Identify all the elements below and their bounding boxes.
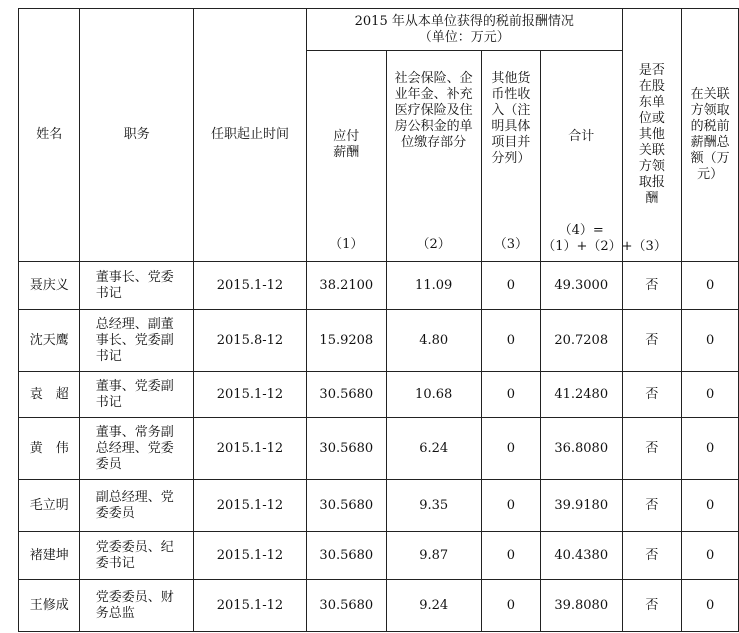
- cell-tenure: 2015.1-12: [193, 262, 306, 310]
- cell-insurance: 9.87: [386, 532, 481, 580]
- cell-total: 40.4380: [540, 532, 622, 580]
- cell-related: 否: [622, 480, 682, 532]
- header-col-total: 合计 （4）=（1）+（2）+（3）: [540, 51, 622, 262]
- cell-insurance: 10.68: [386, 372, 481, 418]
- cell-position: 党委委员、纪委书记: [80, 532, 194, 580]
- cell-related-amount: 0: [682, 480, 739, 532]
- cell-total: 39.8080: [540, 580, 622, 632]
- header-related-flag: 是否在股东单位或其他关联方领取报酬: [622, 9, 682, 262]
- cell-total: 36.8080: [540, 418, 622, 480]
- group-title-line2: （单位：万元）: [418, 29, 510, 45]
- cell-other: 0: [481, 310, 540, 372]
- cell-total: 20.7208: [540, 310, 622, 372]
- cell-related-amount: 0: [682, 580, 739, 632]
- table-row: [19, 372, 739, 418]
- cell-tenure: 2015.1-12: [193, 418, 306, 480]
- cell-related-amount: 0: [682, 532, 739, 580]
- cell-pay: 30.5680: [307, 480, 387, 532]
- header-related-total: 在关联方领取的税前薪酬总额（万元）: [682, 9, 739, 262]
- cell-position: 董事长、党委书记: [80, 262, 194, 310]
- cell-tenure: 2015.1-12: [193, 372, 306, 418]
- cell-related: 否: [622, 532, 682, 580]
- cell-pay: 30.5680: [307, 372, 387, 418]
- cell-related-amount: 0: [682, 262, 739, 310]
- table-row: [19, 580, 739, 632]
- cell-related: 否: [622, 418, 682, 480]
- cell-other: 0: [481, 372, 540, 418]
- table-row: [19, 532, 739, 580]
- cell-pay: 30.5680: [307, 532, 387, 580]
- header-group-title: [307, 9, 623, 51]
- cell-tenure: 2015.1-12: [193, 480, 306, 532]
- compensation-table: [18, 8, 739, 632]
- header-position: 职务: [80, 9, 194, 262]
- cell-position: 董事、常务副总经理、党委委员: [80, 418, 194, 480]
- cell-insurance: 9.35: [386, 480, 481, 532]
- cell-related-amount: 0: [682, 372, 739, 418]
- cell-pay: 30.5680: [307, 580, 387, 632]
- cell-tenure: 2015.1-12: [193, 532, 306, 580]
- cell-name: 聂庆义: [19, 262, 80, 310]
- table-row: [19, 418, 739, 480]
- cell-insurance: 9.24: [386, 580, 481, 632]
- cell-pay: 15.9208: [307, 310, 387, 372]
- cell-name: 毛立明: [19, 480, 80, 532]
- cell-total: 39.9180: [540, 480, 622, 532]
- header-col-pay: 应付薪酬 （1）: [307, 51, 387, 262]
- cell-name: 黄 伟: [19, 418, 80, 480]
- header-col-other: 其他货币性收入（注明具体项目并分列） （3）: [481, 51, 540, 262]
- group-title-line1: 2015 年从本单位获得的税前报酬情况: [354, 13, 574, 29]
- cell-related: 否: [622, 580, 682, 632]
- cell-other: 0: [481, 532, 540, 580]
- table-row: [19, 480, 739, 532]
- cell-name: 褚建坤: [19, 532, 80, 580]
- cell-name: 王修成: [19, 580, 80, 632]
- cell-other: 0: [481, 418, 540, 480]
- cell-position: 总经理、副董事长、党委副书记: [80, 310, 194, 372]
- cell-position: 副总经理、党委委员: [80, 480, 194, 532]
- cell-insurance: 6.24: [386, 418, 481, 480]
- cell-total: 41.2480: [540, 372, 622, 418]
- cell-pay: 30.5680: [307, 418, 387, 480]
- cell-related: 否: [622, 262, 682, 310]
- header-tenure: 任职起止时间: [193, 9, 306, 262]
- cell-other: 0: [481, 480, 540, 532]
- cell-related: 否: [622, 310, 682, 372]
- cell-name: 袁 超: [19, 372, 80, 418]
- cell-pay: 38.2100: [307, 262, 387, 310]
- cell-insurance: 11.09: [386, 262, 481, 310]
- table-row: [19, 262, 739, 310]
- cell-related: 否: [622, 372, 682, 418]
- cell-tenure: 2015.8-12: [193, 310, 306, 372]
- cell-position: 董事、党委副书记: [80, 372, 194, 418]
- cell-position: 党委委员、财务总监: [80, 580, 194, 632]
- header-name: 姓名: [19, 9, 80, 262]
- cell-related-amount: 0: [682, 418, 739, 480]
- cell-other: 0: [481, 580, 540, 632]
- cell-other: 0: [481, 262, 540, 310]
- table-row: [19, 310, 739, 372]
- cell-related-amount: 0: [682, 310, 739, 372]
- cell-total: 49.3000: [540, 262, 622, 310]
- cell-name: 沈天鹰: [19, 310, 80, 372]
- cell-insurance: 4.80: [386, 310, 481, 372]
- cell-tenure: 2015.1-12: [193, 580, 306, 632]
- header-col-insurance: 社会保险、企业年金、补充医疗保险及住房公积金的单位缴存部分 （2）: [386, 51, 481, 262]
